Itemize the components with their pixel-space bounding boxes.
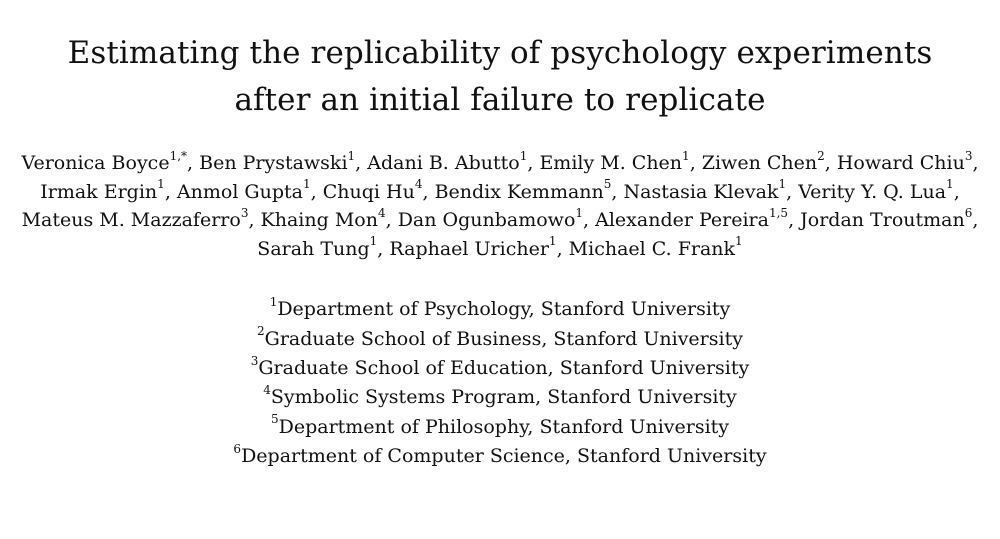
author-affiliation-marker: 1 [682, 148, 690, 163]
author-separator: , [187, 152, 200, 174]
author-separator: , [583, 209, 596, 232]
author-name [21, 205, 249, 232]
author-affiliation-marker: 1,* [169, 148, 188, 163]
author-separator: , [953, 180, 960, 203]
author-name [199, 148, 356, 174]
affiliation-text: Symbolic Systems Program, Stanford University [270, 386, 737, 409]
author-text: Nastasia Klevak [623, 180, 779, 203]
author-affiliation-marker: 3 [964, 148, 973, 163]
affiliation-text: Graduate School of Business, Stanford University [264, 327, 743, 350]
author-affiliation-marker: 1 [157, 177, 165, 192]
author-text: Anmol Gupta [176, 180, 303, 203]
author-separator: , [310, 180, 323, 203]
affiliation-marker: 6 [233, 441, 242, 456]
author-affiliation-marker: 4 [414, 177, 423, 192]
affiliation-text: Department of Philosophy, Stanford University [278, 415, 730, 438]
author-text: Jordan Troutman [800, 209, 965, 232]
author-affiliation-marker: 1 [347, 148, 356, 163]
affiliation-line [120, 325, 880, 354]
affiliation-list [120, 295, 880, 471]
author-text: Chuqi Hu [322, 180, 415, 203]
affiliation-marker: 1 [269, 295, 278, 310]
author-separator: , [377, 237, 390, 260]
author-separator: , [355, 152, 368, 174]
author-name [539, 148, 690, 174]
author-affiliation-marker: 6 [964, 205, 973, 220]
author-name [176, 177, 311, 203]
author-text: Verity Y. Q. Lua [798, 180, 947, 203]
author-name [397, 205, 584, 232]
author-name [798, 177, 954, 203]
author-affiliation-marker: 5 [603, 177, 612, 192]
affiliation-line [120, 442, 880, 471]
author-name [434, 177, 612, 203]
author-text: Alexander Pereira [595, 209, 769, 232]
author-name [389, 234, 557, 260]
author-affiliation-marker: 1 [735, 234, 743, 249]
affiliation-marker: 5 [270, 412, 279, 427]
affiliation-marker: 2 [257, 324, 265, 339]
author-separator: , [248, 209, 261, 232]
author-name [595, 205, 789, 232]
author-text: Bendix Kemmann [434, 180, 604, 203]
author-separator: , [611, 180, 624, 203]
author-name [800, 205, 973, 232]
author-text: Michael C. Frank [568, 237, 736, 260]
author-separator: , [527, 152, 540, 174]
author-separator: , [972, 209, 979, 232]
author-name [623, 177, 787, 203]
affiliation-line [120, 354, 880, 383]
author-separator: , [788, 209, 801, 232]
author-text: Dan Ogunbamowo [397, 209, 576, 232]
author-affiliation-marker: 1 [778, 177, 787, 192]
author-affiliation-marker: 1 [302, 177, 311, 192]
author-name [260, 205, 386, 232]
author-name [40, 177, 165, 203]
author-name [568, 234, 743, 260]
author-affiliation-marker: 1 [946, 177, 954, 192]
author-text: Ziwen Chen [701, 152, 818, 174]
affiliation-text: Graduate School of Education, Stanford University [258, 356, 750, 379]
author-list [20, 149, 980, 263]
author-name [21, 148, 188, 174]
author-affiliation-marker: 1,5 [768, 205, 789, 220]
author-separator: , [972, 152, 979, 174]
author-text: Adani B. Abutto [367, 152, 520, 174]
author-separator: , [422, 180, 435, 203]
author-text: Mateus M. Mazzaferro [21, 209, 241, 232]
author-text: Khaing Mon [260, 209, 378, 232]
author-name [367, 148, 528, 174]
affiliation-line [120, 413, 880, 442]
author-separator: , [556, 237, 569, 260]
affiliation-marker: 4 [263, 382, 271, 397]
author-name [836, 148, 973, 174]
author-name [257, 234, 378, 260]
author-text: Sarah Tung [257, 237, 370, 260]
affiliation-text: Department of Computer Science, Stanford University [241, 444, 767, 467]
author-text: Raphael Uricher [389, 237, 549, 260]
author-name [322, 177, 423, 203]
author-text: Irmak Ergin [40, 180, 158, 203]
affiliation-line [120, 383, 880, 412]
author-separator: , [164, 180, 177, 203]
author-affiliation-marker: 1 [575, 205, 584, 220]
author-text: Howard Chiu [836, 152, 965, 174]
author-text: Veronica Boyce [21, 152, 170, 174]
author-separator: , [689, 152, 702, 174]
author-affiliation-marker: 1 [548, 234, 557, 249]
author-affiliation-marker: 2 [817, 148, 825, 163]
paper-title: Estimating the replicability of psychology experiments after an initial failure to replicate [67, 35, 933, 118]
author-text: Emily M. Chen [539, 152, 683, 174]
author-affiliation-marker: 1 [369, 234, 378, 249]
affiliation-line [120, 295, 880, 324]
author-affiliation-marker: 4 [377, 205, 386, 220]
author-affiliation-marker: 1 [519, 148, 528, 163]
affiliation-marker: 3 [250, 353, 259, 368]
author-separator: , [385, 209, 398, 232]
author-affiliation-marker: 3 [240, 205, 249, 220]
affiliation-text: Department of Psychology, Stanford University [277, 298, 731, 321]
author-name [701, 148, 825, 174]
author-separator: , [786, 180, 799, 203]
author-text: Ben Prystawski [199, 152, 348, 174]
author-separator: , [824, 152, 837, 174]
